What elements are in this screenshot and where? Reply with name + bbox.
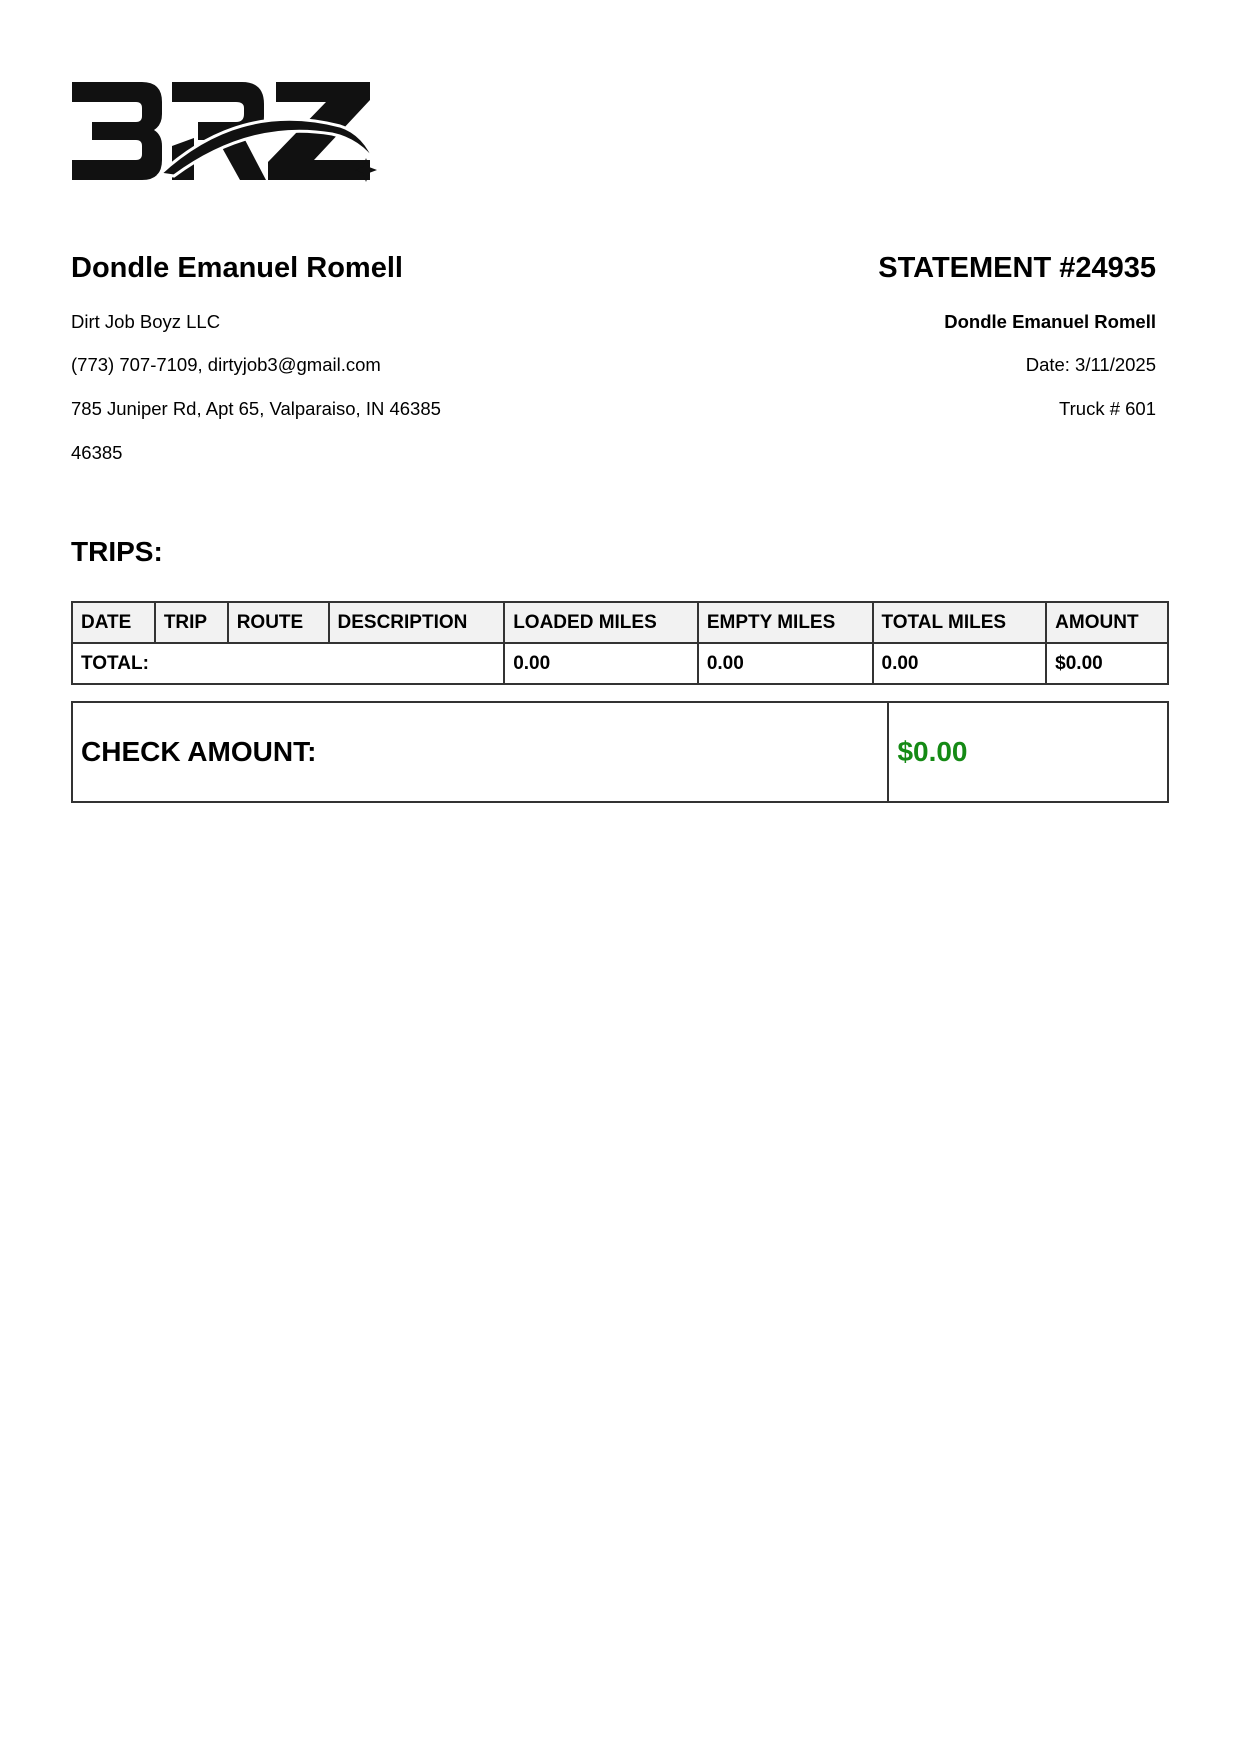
statement-truck: Truck # 601 bbox=[1059, 398, 1156, 419]
sender-zip: 46385 bbox=[71, 442, 123, 463]
sender-company: Dirt Job Boyz LLC bbox=[71, 311, 221, 332]
company-logo bbox=[70, 78, 380, 190]
column-header-route: ROUTE bbox=[228, 602, 329, 643]
statement-date: Date: 3/11/2025 bbox=[1025, 354, 1156, 375]
check-amount-box bbox=[71, 701, 1169, 803]
sender-name: Dondle Emanuel Romell bbox=[71, 252, 403, 284]
sender-address: 785 Juniper Rd, Apt 65, Valparaiso, IN 46385 bbox=[71, 398, 441, 419]
check-amount-value: $0.00 bbox=[888, 702, 1168, 802]
column-header-amount: AMOUNT bbox=[1046, 602, 1168, 643]
table-total-row bbox=[72, 643, 1168, 684]
statement-recipient: Dondle Emanuel Romell bbox=[944, 311, 1156, 332]
table-header-row bbox=[72, 602, 1168, 643]
column-header-date: DATE bbox=[72, 602, 155, 643]
statement-title: STATEMENT #24935 bbox=[878, 252, 1156, 284]
trips-table bbox=[71, 601, 1169, 685]
sender-contact: (773) 707-7109, dirtyjob3@gmail.com bbox=[71, 354, 381, 375]
check-amount-label: CHECK AMOUNT: bbox=[72, 702, 888, 802]
trips-heading: TRIPS: bbox=[71, 536, 163, 567]
column-header-trip: TRIP bbox=[155, 602, 228, 643]
total-total-miles: 0.00 bbox=[873, 643, 1047, 684]
column-header-loaded-miles: LOADED MILES bbox=[504, 602, 698, 643]
total-empty-miles: 0.00 bbox=[698, 643, 873, 684]
total-label: TOTAL: bbox=[72, 643, 504, 684]
column-header-empty-miles: EMPTY MILES bbox=[698, 602, 873, 643]
total-amount: $0.00 bbox=[1046, 643, 1168, 684]
total-loaded-miles: 0.00 bbox=[504, 643, 698, 684]
column-header-description: DESCRIPTION bbox=[329, 602, 505, 643]
column-header-total-miles: TOTAL MILES bbox=[873, 602, 1047, 643]
